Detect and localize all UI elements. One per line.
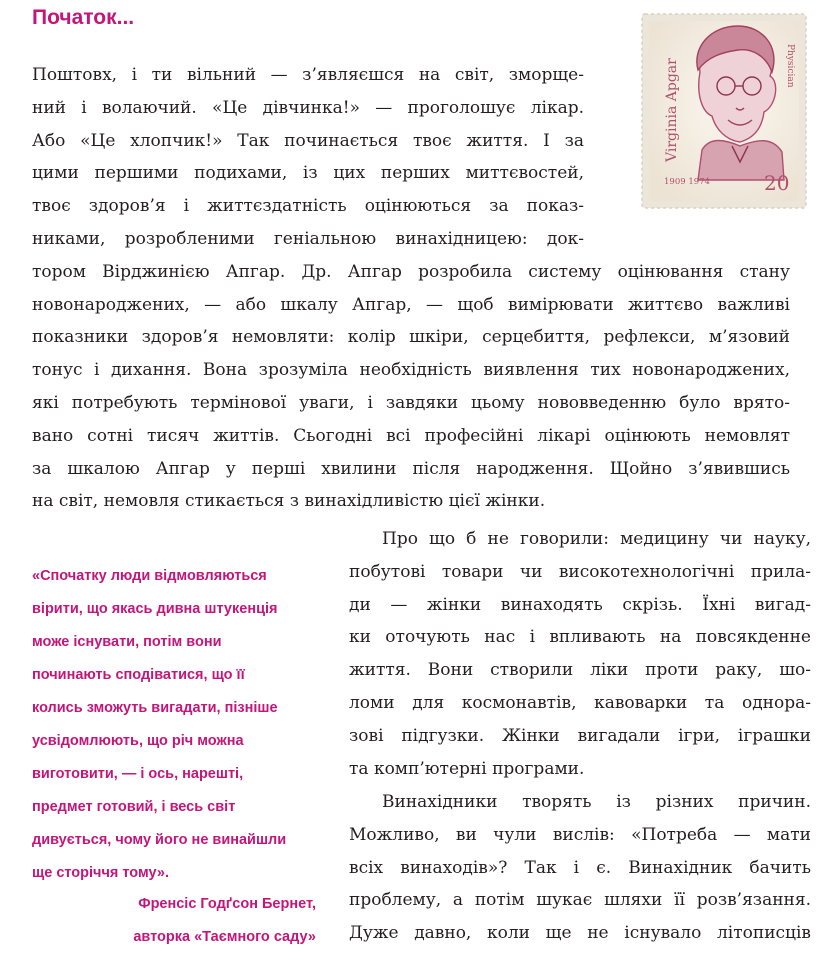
- text-line: тонус і дихання. Вона зрозуміла необхідність виявлення тих новонароджених,: [32, 360, 790, 381]
- stamp-name: Virginia Apgar: [664, 58, 680, 162]
- text-line: тором Вірджинією Апгар. Др. Апгар розробила систему оцінювання стану: [32, 261, 790, 282]
- text-line: новонароджених, — або шкалу Апгар, — щоб вимірювати життєво важливі: [32, 294, 790, 315]
- attribution-line: Френсіс Годґсон Бернет,: [138, 896, 316, 912]
- quote-line: усвідомлюють, що річ можна: [32, 733, 244, 749]
- text-line: ди — жінки винаходять скрізь. Їхні вигад-: [349, 594, 811, 615]
- quote-line: дивується, чому його не винайшли: [32, 832, 287, 848]
- text-line: Винахідники творять із різних причин.: [382, 792, 811, 812]
- text-line: всіх винаходів»? Так і є. Винахідник бачить: [349, 857, 811, 878]
- third-paragraph: [349, 786, 811, 950]
- text-line: які потребують термінової уваги, і завдяки цьому нововведенню було врято-: [32, 392, 790, 413]
- quote-line: вірити, що якась дивна штукенція: [32, 601, 278, 617]
- section-heading: Початок...: [32, 6, 135, 29]
- stamp-profession: Physician: [785, 44, 795, 88]
- attribution-line: авторка «Таємного саду»: [133, 929, 316, 945]
- text-line: на світ, немовля стикається з винахідливістю цієї жінки.: [32, 491, 546, 512]
- text-line: никами, розробленими геніальною винахідницею: док-: [32, 228, 584, 249]
- quote-line: виготовити, — і ось, нарешті,: [32, 766, 244, 782]
- stamp-value: 20: [764, 171, 790, 195]
- text-line: ломи для космонавтів, кавоварки та однора-: [349, 692, 811, 713]
- quote-attribution: [32, 888, 316, 954]
- text-line: Можливо, ви чули вислів: «Потреба — мати: [349, 824, 811, 845]
- stamp-years: 1909 1974: [664, 177, 710, 187]
- text-line: вано сотні тисяч життів. Сьогодні всі професійні лікарі оцінюють немовлят: [32, 425, 790, 446]
- pull-quote: [32, 560, 317, 890]
- text-line: показники здоров’я немовляти: колір шкіри, серцебиття, рефлекси, м’язовий: [32, 327, 790, 348]
- intro-paragraph: [32, 59, 790, 518]
- text-line: побутові товари чи високотехнологічні прила-: [349, 561, 811, 582]
- text-line: ний і волаючий. «Це дівчинка!» — проголошує лікар.: [32, 97, 584, 118]
- text-line: твоє здоров’я і життєздатність оцінюються за показ-: [32, 196, 584, 217]
- text-line: Дуже давно, коли ще не існувало літописців: [349, 923, 811, 944]
- quote-line: колись зможуть вигадати, пізніше: [32, 700, 278, 716]
- quote-line: предмет готовий, і весь світ: [32, 799, 236, 815]
- text-line: за шкалою Апгар у перші хвилини після народження. Щойно з’явившись: [32, 458, 790, 479]
- quote-line: ще сторіччя тому».: [32, 865, 169, 881]
- quote-line: «Спочатку люди відмовляються: [32, 568, 267, 584]
- text-line: проблему, а потім шукає шляхи її розв’язання.: [349, 890, 811, 911]
- text-line: ки оточують нас і впливають на повсякденне: [349, 627, 811, 648]
- second-paragraph: [349, 523, 811, 785]
- text-line: зові підгузки. Жінки вигадали ігри, іграшки: [349, 725, 811, 746]
- text-line: цими першими подихами, із цих перших миттєвостей,: [32, 163, 584, 184]
- text-line: Поштовх, і ти вільний — з’являєшся на світ, зморще-: [32, 65, 584, 85]
- quote-line: може існувати, потім вони: [32, 634, 222, 650]
- text-line: Про що б не говорили: медицину чи науку,: [382, 529, 811, 549]
- text-line: життя. Вони створили ліки проти раку, шо-: [349, 660, 811, 681]
- quote-line: починають сподіватися, що її: [32, 667, 245, 683]
- text-line: та комп’ютерні програми.: [349, 758, 585, 779]
- text-line: Або «Це хлопчик!» Так починається твоє життя. І за: [32, 130, 584, 151]
